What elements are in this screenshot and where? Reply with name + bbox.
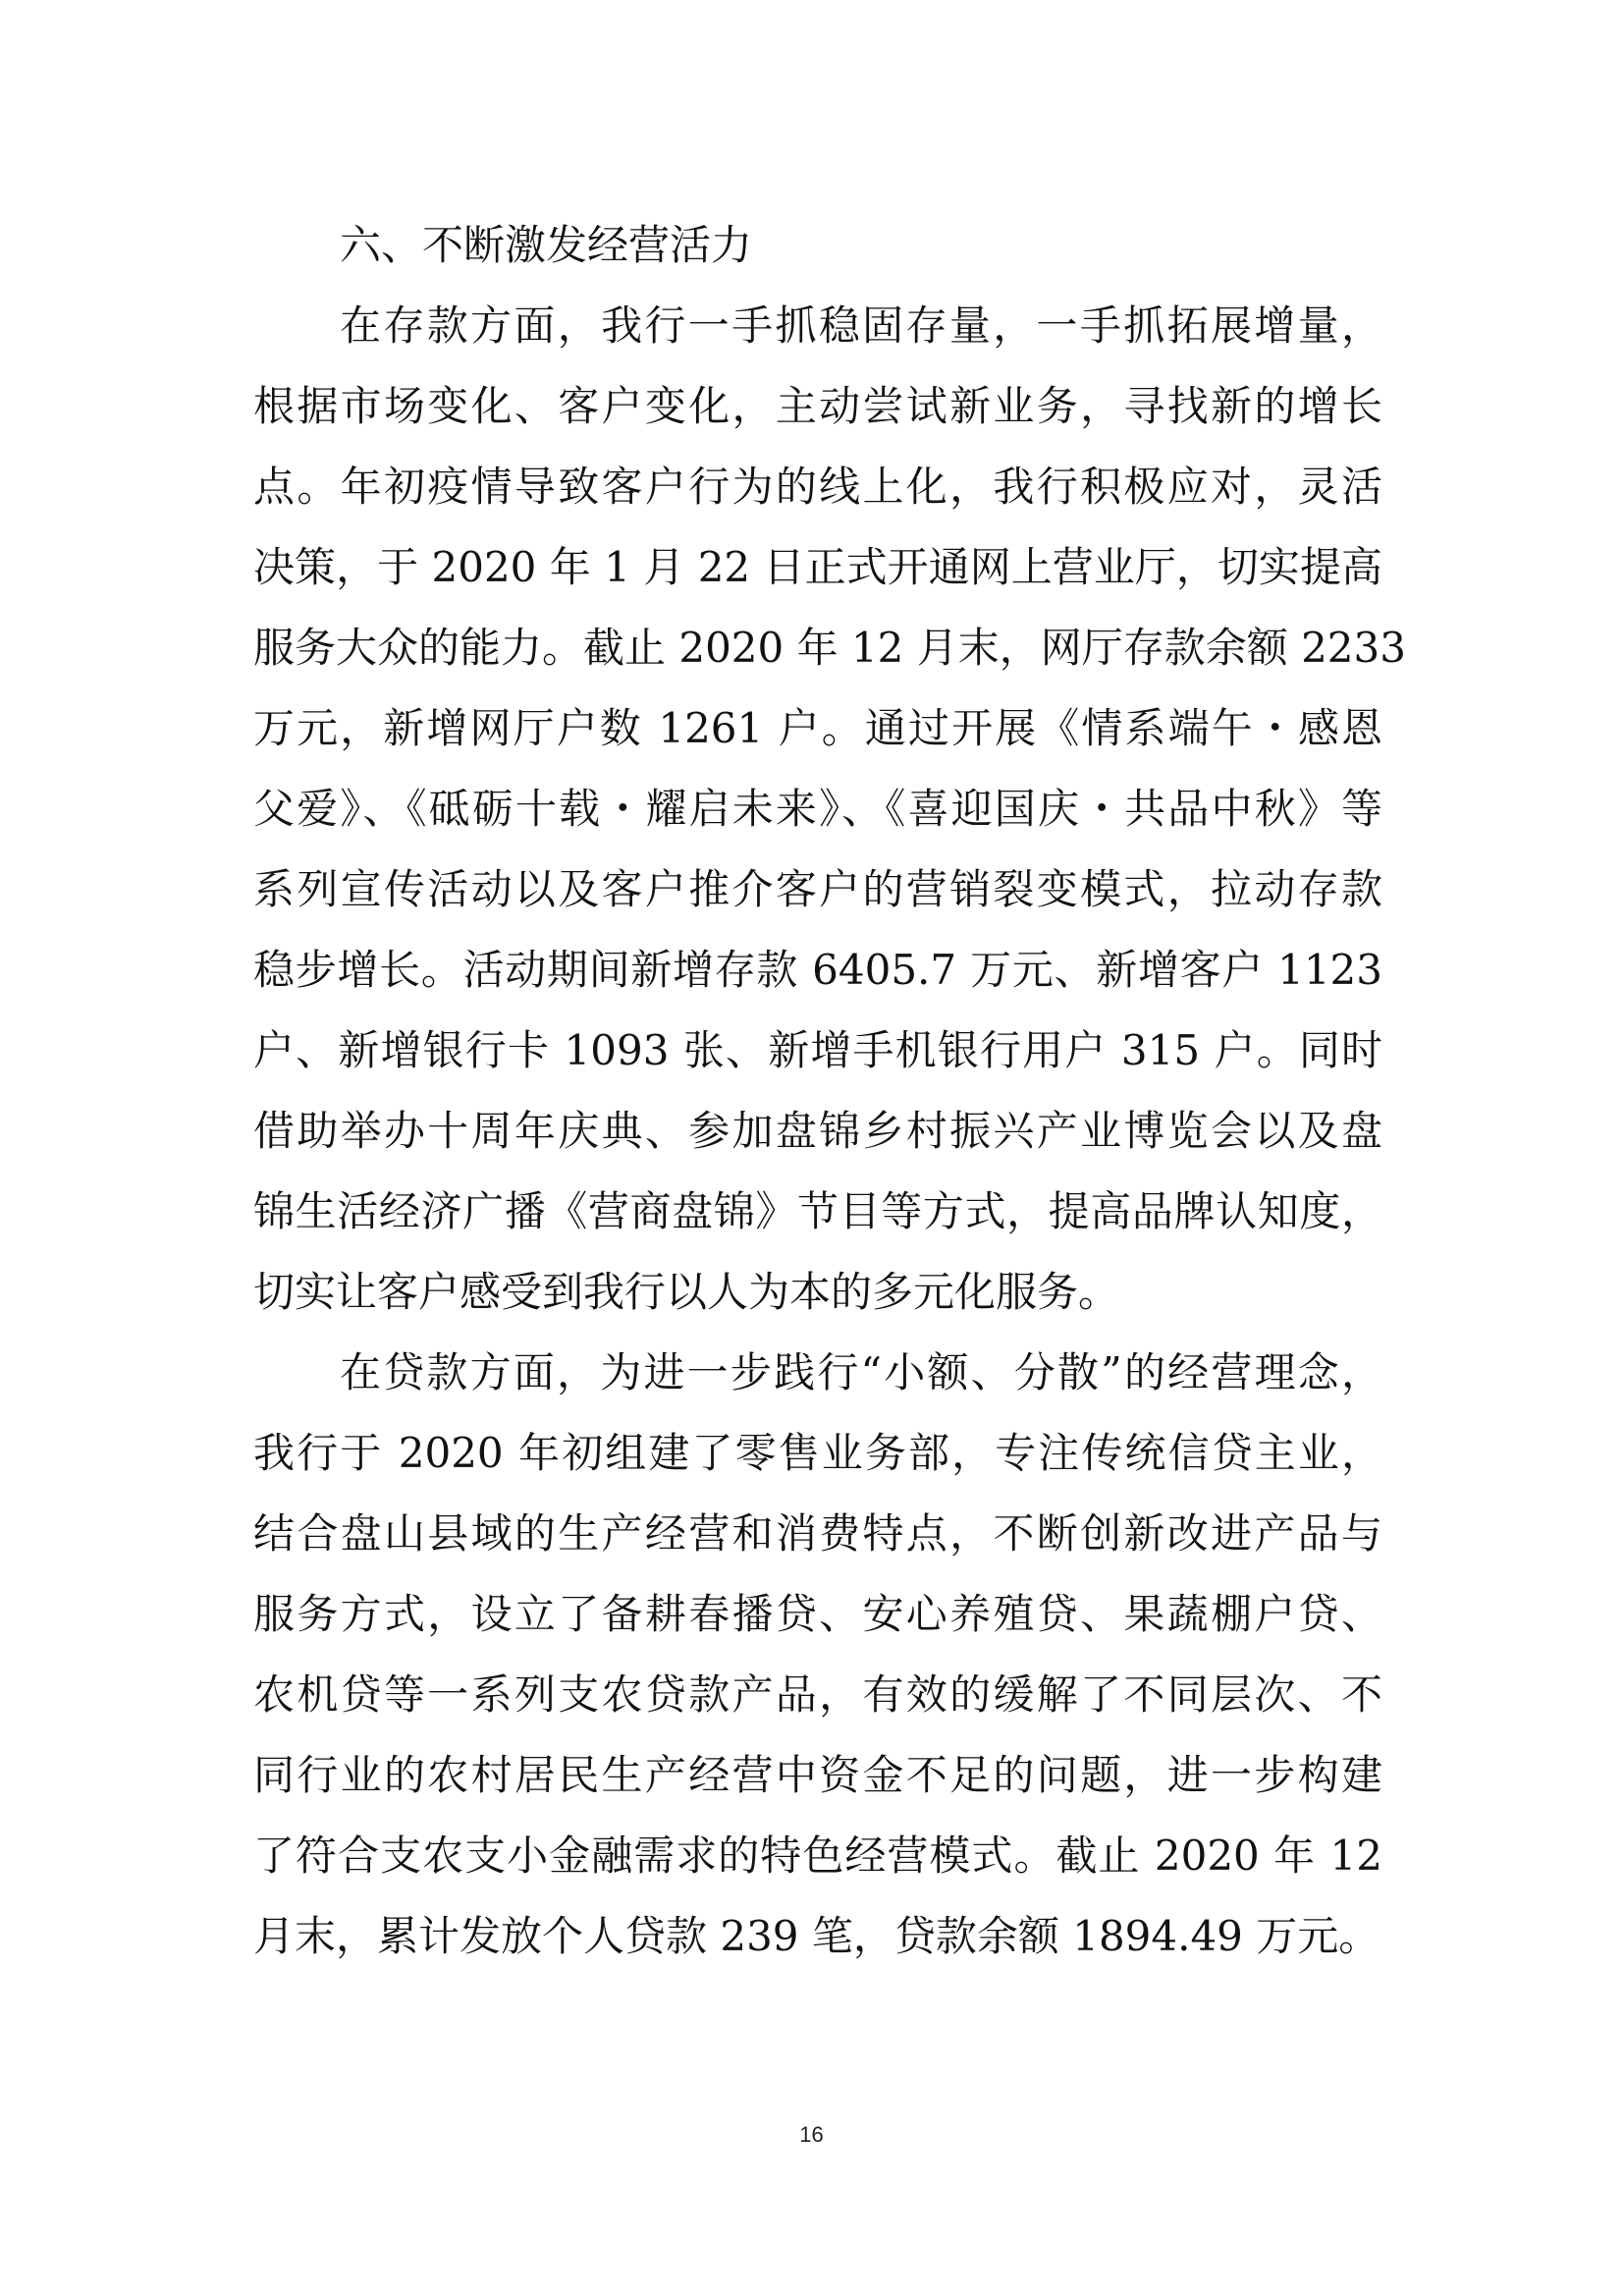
paragraph-2-line-7: 了符合支农支小金融需求的特色经营模式。截止 2020 年 12 — [253, 1831, 1382, 1880]
paragraph-1-line-5: 服务大众的能力。截止 2020 年 12 月末，网厅存款余额 2233 — [253, 624, 1406, 672]
paragraph-2-line-8: 月末，累计发放个人贷款 239 笔，贷款余额 1894.49 万元。 — [253, 1912, 1380, 1960]
paragraph-2-line-3: 结合盘山县域的生产经营和消费特点，不断创新改进产品与 — [253, 1509, 1382, 1558]
paragraph-1-line-6: 万元，新增网厅户数 1261 户。通过开展《情系端午・感恩 — [253, 704, 1382, 752]
page-number: 16 — [799, 2122, 824, 2147]
paragraph-1-line-13: 切实让客户感受到我行以人为本的多元化服务。 — [253, 1268, 1120, 1316]
paragraph-1-line-1: 在存款方面，我行一手抓稳固存量，一手抓拓展增量， — [340, 301, 1382, 350]
paragraph-2-line-1: 在贷款方面，为进一步践行“小额、分散”的经营理念， — [340, 1348, 1382, 1396]
paragraph-1-line-9: 稳步增长。活动期间新增存款 6405.7 万元、新增客户 1123 — [253, 946, 1382, 994]
paragraph-1-line-7: 父爱》、《砥砺十载・耀启未来》、《喜迎国庆・共品中秋》等 — [253, 785, 1382, 833]
paragraph-2-line-6: 同行业的农村居民生产经营中资金不足的问题，进一步构建 — [253, 1751, 1382, 1799]
paragraph-1-line-11: 借助举办十周年庆典、参加盘锦乡村振兴产业博览会以及盘 — [253, 1107, 1382, 1155]
paragraph-1-line-10: 户、新增银行卡 1093 张、新增手机银行用户 315 户。同时 — [253, 1026, 1382, 1074]
paragraph-1-line-8: 系列宣传活动以及客户推介客户的营销裂变模式，拉动存款 — [253, 865, 1382, 913]
paragraph-1-line-3: 点。年初疫情导致客户行为的线上化，我行积极应对，灵活 — [253, 463, 1382, 511]
paragraph-1-line-12: 锦生活经济广播《营商盘锦》节目等方式，提高品牌认知度， — [253, 1187, 1382, 1235]
section-heading: 六、不断激发经营活力 — [340, 221, 753, 269]
paragraph-1-line-4: 决策，于 2020 年 1 月 22 日正式开通网上营业厅，切实提高 — [253, 543, 1382, 591]
paragraph-2-line-5: 农机贷等一系列支农贷款产品，有效的缓解了不同层次、不 — [253, 1670, 1382, 1719]
paragraph-2-line-4: 服务方式，设立了备耕春播贷、安心养殖贷、果蔬棚户贷、 — [253, 1590, 1382, 1638]
paragraph-1-line-2: 根据市场变化、客户变化，主动尝试新业务，寻找新的增长 — [253, 382, 1382, 430]
paragraph-2-line-2: 我行于 2020 年初组建了零售业务部，专注传统信贷主业， — [253, 1429, 1382, 1477]
